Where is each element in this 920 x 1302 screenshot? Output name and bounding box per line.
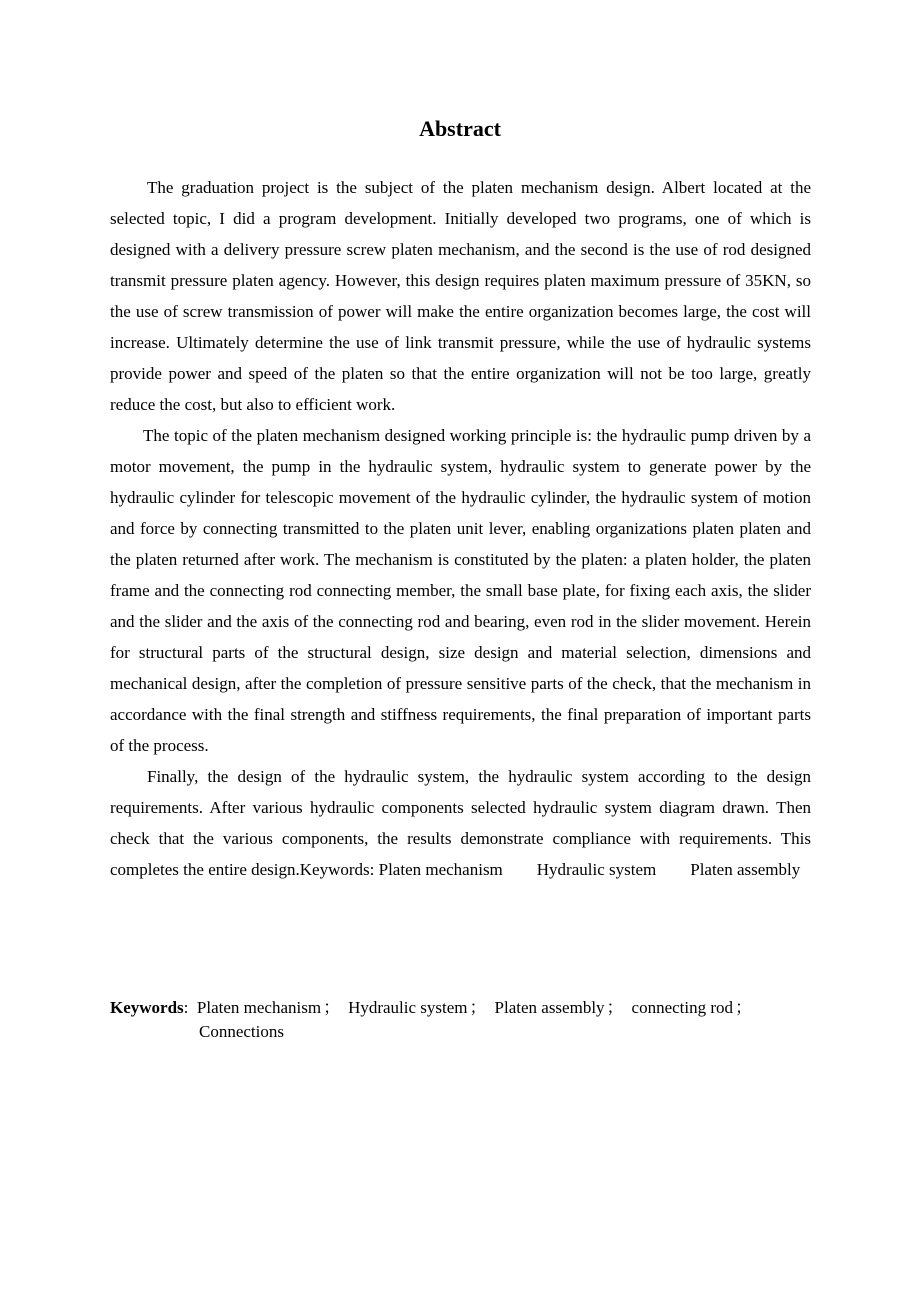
keyword-item: Platen mechanism (196, 998, 322, 1017)
keywords-colon: : (183, 998, 189, 1017)
keyword-item: Hydraulic system (348, 998, 468, 1017)
page-title: Abstract (419, 116, 501, 141)
paragraph-2: The topic of the platen mechanism designed working principle is: the hydraulic pump driven by a motor movement, the pump in the hydraulic system, hydraulic system to generate power by the hydraulic cylinder for telescopic movement of the hydraulic cylinder, the hydraulic system of motion and force by connecting transmitted to the platen unit lever, enabling organizations platen platen and the platen returned after work. The mechanism is constituted by the platen: a platen holder, the platen frame and the connecting rod connecting member, the small base plate, for fixing each axis, the slider and the slider and the axis of the connecting rod and bearing, even rod in the slider movement. Herein for structural parts of the structural design, size design and material selection, dimensions and mechanical design, after the completion of pressure sensitive parts of the check, that the mechanism in accordance with the final strength and stiffness requirements, the final preparation of important parts of the process. (110, 426, 811, 755)
keywords-line-2 (110, 1020, 810, 1044)
keywords-section (110, 996, 810, 1044)
paragraph-1: The graduation project is the subject of the platen mechanism design. Albert located at the selected topic, I did a program development. Initially developed two programs, one of which is designed with a delivery pressure screw platen mechanism, and the second is the use of rod designed transmit pressure platen agency. However, this design requires platen maximum pressure of 35KN, so the use of screw transmission of power will make the entire organization becomes large, the cost will increase. Ultimately determine the use of link transmit pressure, while the use of hydraulic systems provide power and speed of the platen so that the entire organization will not be too large, greatly reduce the cost, but also to efficient work. (110, 178, 811, 414)
keyword-separator: ； (323, 998, 341, 1017)
keyword-item: Platen assembly (494, 998, 605, 1017)
keyword-separator: ； (469, 998, 487, 1017)
keywords-line-1 (110, 996, 810, 1020)
keyword-separator: ； (606, 998, 624, 1017)
keyword-separator: ； (735, 998, 753, 1017)
keyword-item: Connections (199, 1022, 284, 1041)
abstract-body (110, 172, 811, 885)
keywords-label: Keywords (110, 998, 184, 1017)
keyword-item: connecting rod (631, 998, 734, 1017)
paragraph-3: Finally, the design of the hydraulic system, the hydraulic system according to the design requirements. After various hydraulic components selected hydraulic system diagram drawn. Then check that the various components, the results demonstrate compliance with requirements. This completes the entire design.Keywords: Platen mechanism Hydraulic system Platen assembly (110, 767, 811, 879)
